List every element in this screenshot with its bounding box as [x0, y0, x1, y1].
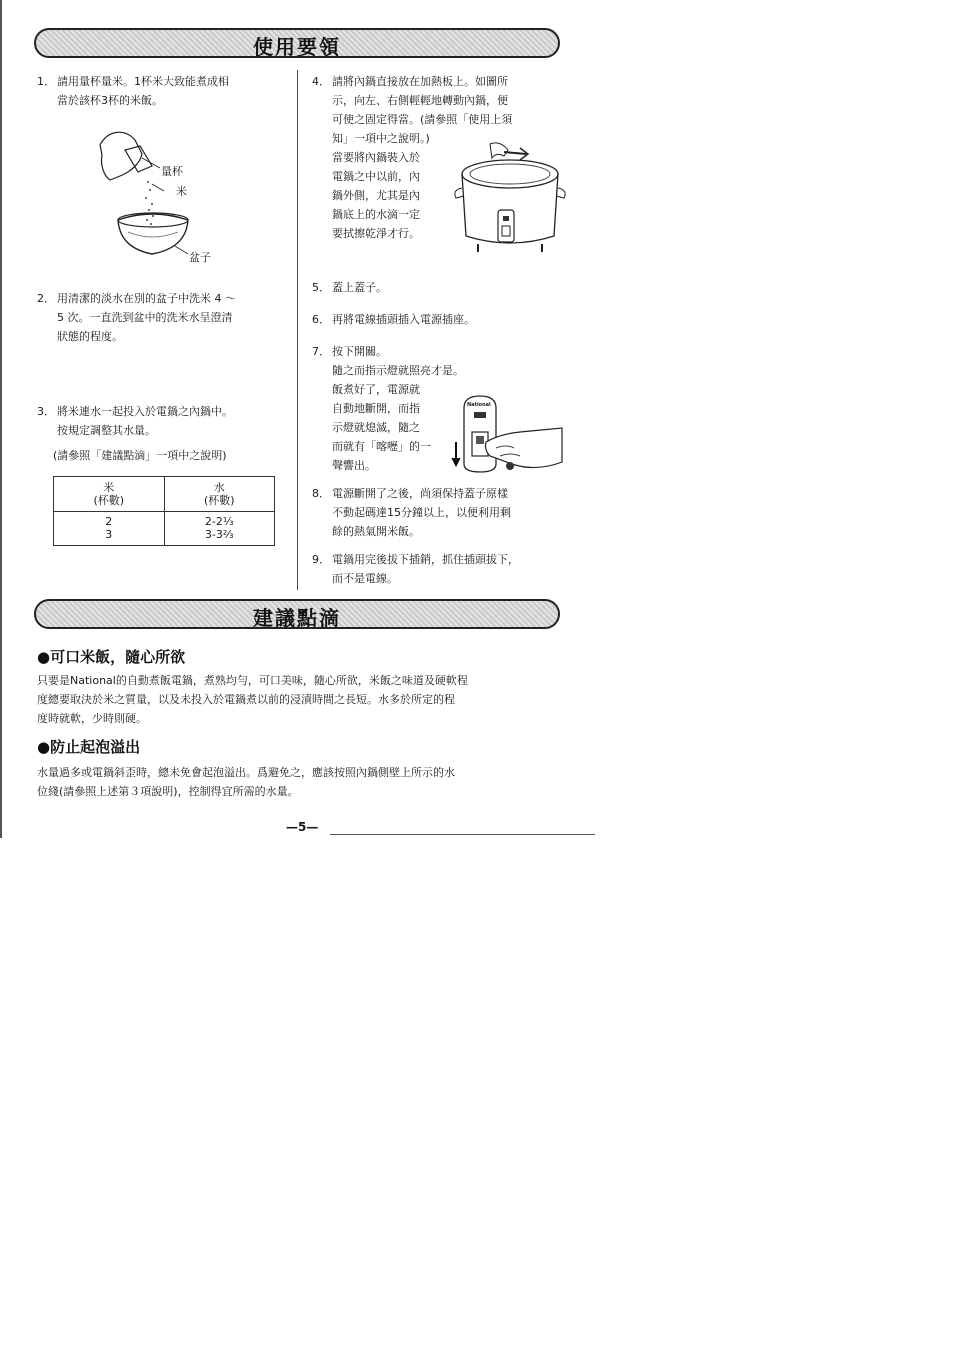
step-4-sub-4: 鍋底上的水滴一定 [332, 208, 420, 221]
table-cell-water: 2-2⅓ 3-3⅔ [164, 511, 275, 546]
tip-2-line-1: 水量過多或電鍋斜歪時，總未免會起泡溢出。爲避免之，應該按照內鍋側壁上所示的水 [37, 766, 455, 779]
step-2-number: 2． [37, 292, 55, 305]
tip-1-line-3: 度時就軟，少時則硬。 [37, 712, 147, 725]
step-5 [312, 278, 387, 297]
step-6-text: 再將電線插頭插入電源插座。 [332, 313, 475, 326]
section-banner-tips [34, 599, 560, 629]
step-7-sub-1: 飯煮好了，電源就 [332, 383, 420, 396]
step-7-sub-5: 聲響出。 [332, 459, 376, 472]
step-3 [37, 402, 233, 440]
tip-1-line-1: 只要是National的自動煮飯電鍋，煮熟均勻，可口美味，隨心所欲，米飯之味道及硬軟程 [37, 674, 468, 687]
step-5-number: 5． [312, 281, 330, 294]
step-1 [37, 72, 229, 110]
table-header-water: 水 (杯數) [164, 477, 275, 512]
step-8 [312, 484, 511, 541]
step-2-line-1: 用清潔的淡水在別的盆子中洗米 4 ～ [57, 292, 236, 305]
step-4-line-2: 示，向左、右側輕輕地轉動內鍋，便 [332, 94, 508, 107]
tip-1-body [37, 671, 468, 728]
step-4-sub-2: 電鍋之中以前，內 [332, 170, 420, 183]
step-6 [312, 310, 475, 329]
step-8-line-1: 電源斷開了之後，尚須保持蓋子原樣 [332, 487, 508, 500]
step-4-line-4: 知」一項中之說明。) [332, 132, 430, 145]
label-rice: 米 [176, 185, 187, 198]
section-title-tips: 建議點滴 [253, 606, 341, 630]
step-2-line-2: 5 次。一直洗到盆中的洗米水呈澄清 [57, 311, 233, 324]
tip-2-heading: ●防止起泡溢出 [37, 738, 141, 756]
section-banner-usage [34, 28, 560, 58]
step-2 [37, 289, 236, 346]
step-8-number: 8． [312, 487, 330, 500]
table-header-rice: 米 (杯數) [54, 477, 165, 512]
brand-label: National [467, 402, 491, 408]
water-ratio-table [53, 476, 275, 546]
step-8-line-3: 餘的熱氣開米飯。 [332, 525, 420, 538]
page-edge-line [0, 0, 2, 838]
tip-2-body [37, 763, 455, 801]
tip-1-line-2: 度總要取決於米之質量，以及未投入於電鍋煮以前的浸漬時間之長短。水多於所定的程 [37, 693, 455, 706]
step-4-line-3: 可使之固定得當。(請參照「使用上須 [332, 113, 513, 126]
step-9-number: 9． [312, 553, 330, 566]
step-3-note: (請參照「建議點滴」一項中之說明) [53, 449, 227, 462]
step-5-text: 蓋上蓋子。 [332, 281, 387, 294]
tip-1-heading: ●可口米飯，隨心所欲 [37, 648, 186, 666]
step-7-line-1: 按下開關。 [332, 345, 387, 358]
label-measuring-cup: 量杯 [161, 165, 183, 178]
step-4-sub-3: 鍋外側，尤其是內 [332, 189, 420, 202]
step-7-number: 7． [312, 345, 330, 358]
step-7-sub-3: 示燈就熄滅，隨之 [332, 421, 420, 434]
step-4-sub-5: 要拭擦乾淨才行。 [332, 227, 420, 240]
step-1-line-1: 請用量杯量米。1杯米大致能煮成相 [57, 75, 229, 88]
step-6-number: 6． [312, 313, 330, 326]
step-4-sub-1: 當要將內鍋裝入於 [332, 151, 420, 164]
step-9 [312, 550, 519, 588]
step-4-line-1: 請將內鍋直接放在加熱板上。如圖所 [332, 75, 508, 88]
step-2-line-3: 狀態的程度。 [57, 330, 123, 343]
step-3-line-2: 按規定調整其水量。 [57, 424, 156, 437]
table-cell-rice: 2 3 [54, 511, 165, 546]
footer-rule [330, 834, 595, 835]
label-bowl: 盆子 [189, 251, 211, 264]
step-9-line-2: 而不是電線。 [332, 572, 398, 585]
column-divider [297, 70, 298, 590]
step-4-number: 4． [312, 75, 330, 88]
rice-cooker-inner-pot-illustration [448, 140, 566, 260]
table-header-row [54, 477, 275, 512]
step-8-line-2: 不動起碼達15分鐘以上，以便利用剩 [332, 506, 511, 519]
tip-2-line-2: 位綫(請參照上述第３項說明)，控制得宜所需的水量。 [37, 785, 299, 798]
table-row [54, 511, 275, 546]
step-3-number: 3． [37, 405, 55, 418]
step-7 [312, 342, 464, 475]
section-title-usage: 使用要領 [253, 35, 341, 59]
step-7-sub-4: 而就有「喀嚦」的一 [332, 440, 431, 453]
step-1-number: 1． [37, 75, 55, 88]
step-3-line-1: 將米連水一起投入於電鍋之內鍋中。 [57, 405, 233, 418]
step-7-sub-2: 自動地斷開，而指 [332, 402, 420, 415]
step-7-line-2: 隨之而指示燈就照亮才是。 [332, 364, 464, 377]
page-number: —5— [286, 820, 319, 834]
step-1-line-2: 當於該杯3杯的米飯。 [57, 94, 163, 107]
step-9-line-1: 電鍋用完後拔下插銷，抓住插頭拔下， [332, 553, 519, 566]
